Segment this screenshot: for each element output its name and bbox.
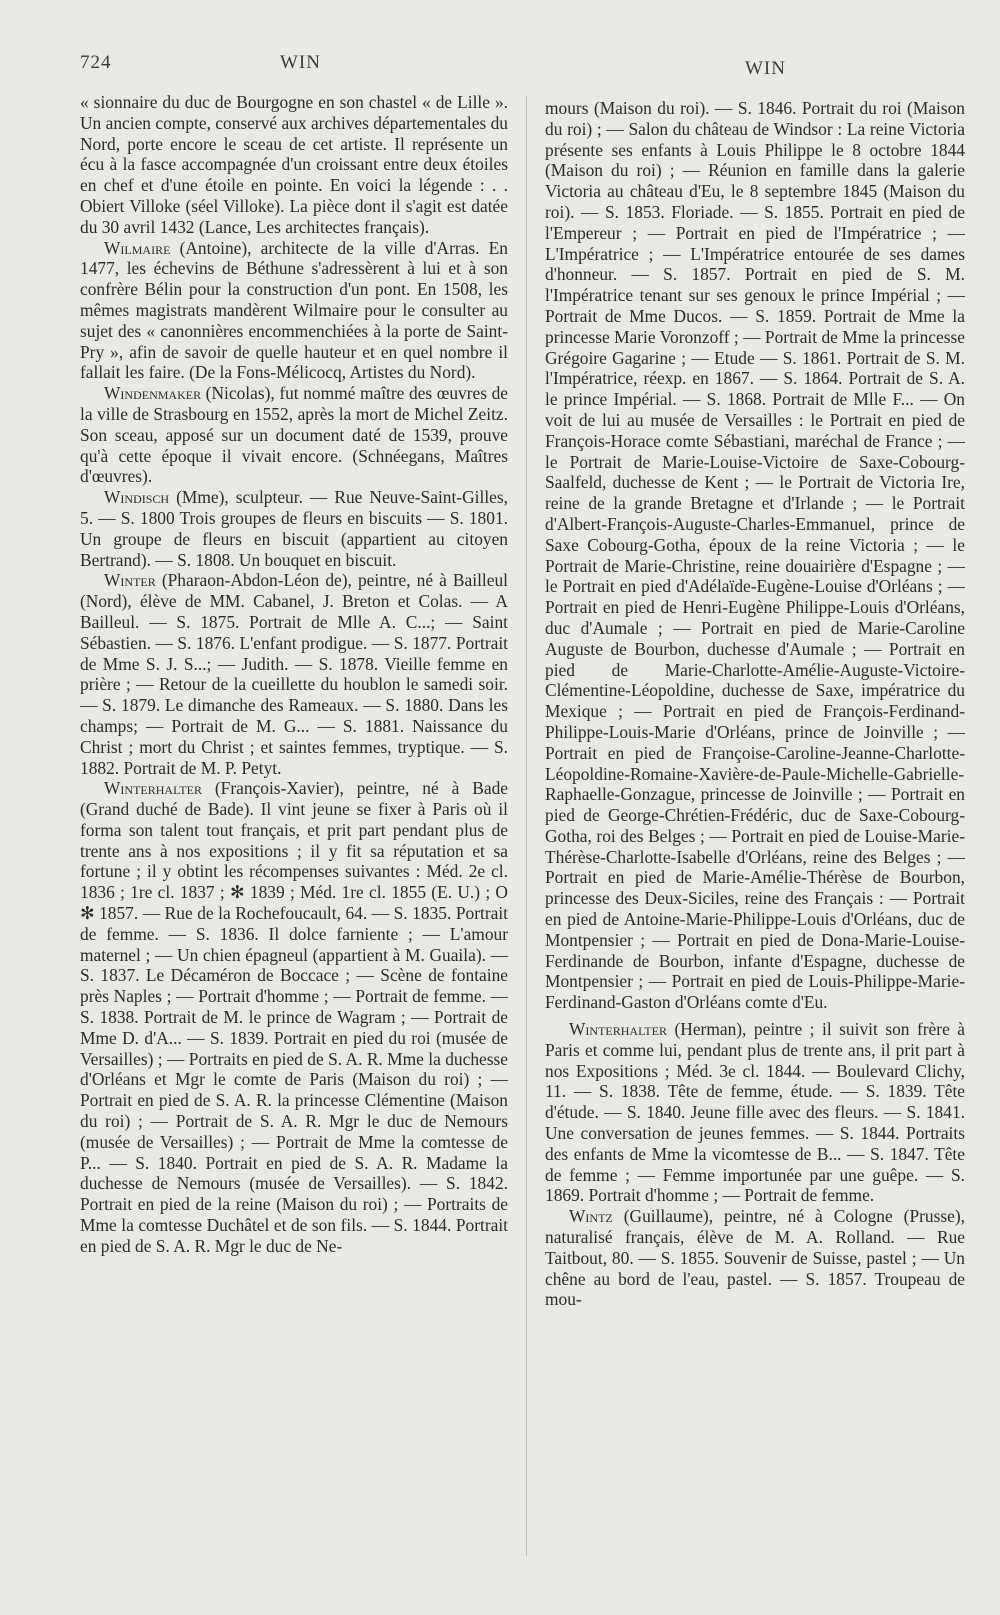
entry-paragraph: Winter (Pharaon-Abdon-Léon de), peintre, né à Bailleul (Nord), élève de MM. Cabanel, J. Breton et Colas. — A Bailleul. — S. 1875. Portrait de Mlle A. C...; — Saint Sébastien. — S. 1876. L'enfant prodigue. — S. 1877. Portrait de Mme S. J. S...; — Judith. — S. 1878. Vieille femme en prière ; — Retour de la cueillette du houblon le samedi soir. — S. 1879. Le dimanche des Rameaux. — S. 1880. Dans les champs; — Portrait de M. G... — S. 1881. Naissance du Christ ; mort du Christ ; et saintes femmes, tryptique. — S. 1882. Portrait de M. P. Petyt. (80, 570, 508, 778)
entry-name: Wintz (569, 1206, 613, 1227)
running-head-left: WIN (280, 52, 321, 73)
entry-paragraph: Wilmaire (Antoine), architecte de la ville d'Arras. En 1477, les échevins de Béthune s'adressèrent à lui et à son confrère Bélin pour la construction d'un pont. En 1508, les mêmes magistrats mandèrent Wilmaire pour le consulter au sujet des « canonnières encommenchiées à la porte de Saint-Pry », afin de savoir de quelle hauteur et en quel nombre il fallait les faire. (De la Fons-Mélicocq, Artistes du Nord). (80, 237, 508, 383)
column-divider (526, 96, 527, 1556)
entry-paragraph: Windenmaker (Nicolas), fut nommé maître des œuvres de la ville de Strasbourg en 1552, après la mort de Michel Zeitz. Son sceau, apposé sur un document daté de 1539, prouve qu'à cette époque il vivait encore. (Schnéegans, Maîtres d'œuvres). (80, 383, 508, 487)
entry-name: Windenmaker (104, 383, 202, 404)
entry-name: Wilmaire (104, 237, 171, 258)
left-column (80, 92, 508, 1592)
entry-paragraph: Windisch (Mme), sculpteur. — Rue Neuve-Saint-Gilles, 5. — S. 1800 Trois groupes de fleurs en biscuits — S. 1801. Un groupe de fleurs en biscuit (appartient au citoyen Bertrand). — S. 1808. Un bouquet en biscuit. (80, 487, 508, 570)
entry-paragraph: « sionnaire du duc de Bourgogne en son chastel « de Lille ». Un ancien compte, conservé aux archives départementales du Nord, porte encore le sceau de cet artiste. Il représente un écu à la fasce accompagnée d'un croissant entre deux étoiles en chef et d'une étoile en pointe. En voici la légende : . . Obiert Villoke (séel Villoke). La pièce dont il s'agit est datée du 30 avril 1432 (Lance, Les architectes français). (80, 92, 508, 237)
entry-name: Winterhalter (569, 1019, 667, 1040)
entry-name: Winterhalter (104, 778, 202, 799)
entry-paragraph: Winterhalter (François-Xavier), peintre, né à Bade (Grand duché de Bade). Il vint jeune se fixer à Paris où il forma son talent tout français, et prit part pendant plus de trente ans à nos expositions ; il y fit sa réputation et sa fortune ; il y obtint les récompenses suivantes : Méd. 2e cl. 1836 ; 1re cl. 1837 ; ✻ 1839 ; Méd. 1re cl. 1855 (E. U.) ; O ✻ 1857. — Rue de la Rochefoucault, 64. — S. 1835. Portrait de femme. — S. 1836. Il dolce farniente ; — L'amour maternel ; — Un chien épagneul (appartient à M. Guaila). — S. 1837. Le Décaméron de Boccace ; — Scène de fontaine près Naples ; — Portrait d'homme ; — Portrait de femme. — S. 1838. Portrait de M. le prince de Wagram ; — Portrait de Mme D. d'A... — S. 1839. Portrait en pied du roi (musée de Versailles) ; — Portraits en pied de S. A. R. Mme la duchesse d'Orléans et Mgr le comte de Paris (Maison du roi) ; — Portrait en pied de S. A. R. la princesse Clémentine (Maison du roi) ; — Portrait de S. A. R. Mgr le duc de Nemours (musée de Versailles) ; — Portrait de Mme la comtesse de P... — S. 1840. Portrait en pied de S. A. R. Madame la duchesse de Nemours (musée de Versailles). — S. 1842. Portrait en pied de la reine (Maison du roi) ; — Portraits de Mme la comtesse Duchâtel et de son fils. — S. 1844. Portrait en pied de S. A. R. Mgr le duc de Ne- (80, 778, 508, 1256)
entry-paragraph: Wintz (Guillaume), peintre, né à Cologne (Prusse), naturalisé français, élève de M. A. Rolland. — Rue Taitbout, 80. — S. 1855. Souvenir de Suisse, pastel ; — Un chêne au bord de l'eau, pastel. — S. 1857. Troupeau de mou- (545, 1206, 965, 1310)
running-head-right: WIN (745, 58, 786, 79)
right-column (545, 98, 965, 1598)
entry-paragraph: Winterhalter (Herman), peintre ; il suivit son frère à Paris et comme lui, pendant plus de trente ans, il prit part à nos Expositions ; Méd. 3e cl. 1844. — Boulevard Clichy, 11. — S. 1838. Tête de femme, étude. — S. 1839. Tête d'étude. — S. 1840. Jeune fille avec des fleurs. — S. 1841. Une conversation de jeunes femmes. — S. 1844. Portraits des enfants de Mme la vicomtesse de B... — S. 1847. Tête de femme ; — Femme importunée par une guêpe. — S. 1869. Portrait d'homme ; — Portrait de femme. (545, 1019, 965, 1206)
entry-name: Windisch (104, 487, 170, 508)
entry-name: Winter (104, 570, 156, 591)
entry-paragraph: mours (Maison du roi). — S. 1846. Portrait du roi (Maison du roi) ; — Salon du château de Windsor : La reine Victoria présente ses enfants à Louis Philippe le 8 octobre 1844 (Maison du roi) ; — Réunion en famille dans la galerie Victoria au château d'Eu, le 8 septembre 1845 (Maison du roi). — S. 1853. Floriade. — S. 1855. Portrait en pied de l'Empereur ; — Portrait en pied de l'Impératrice ; — L'Impératrice ; — L'Impératrice entourée de ses dames d'honneur. — S. 1857. Portrait en pied de S. M. l'Impératrice tenant sur ses genoux le prince Impérial ; — Portrait de Mme Ducos. — S. 1859. Portrait de Mme la princesse Marie Voronzoff ; — Portrait de Mme la princesse Grégoire Gagarine ; — Etude — S. 1861. Portrait de S. M. l'Impératrice, réexp. en 1867. — S. 1864. Portrait de S. A. le prince Impérial. — S. 1868. Portrait de Mlle F... — On voit de lui au musée de Versailles : le Portrait en pied de François-Horace comte Sébastiani, maréchal de France ; — le Portrait de Marie-Louise-Victoire de Saxe-Cobourg-Saalfeld, duchesse de Kent ; — le Portrait de Victoria Ire, reine de la grande Bretagne et d'Irlande ; — le Portrait d'Albert-François-Auguste-Charles-Emmanuel, prince de Saxe Cobourg-Gotha, époux de la reine Victoria ; — le Portrait de Marie-Christine, reine douairière d'Espagne ; — le Portrait en pied d'Adélaïde-Eugène-Louise d'Orléans ; — Portrait en pied de Henri-Eugène Philippe-Louis d'Orléans, duc d'Aumale ; — Portrait en pied de Marie-Caroline Auguste de Bourbon, duchesse d'Aumale ; — Portrait en pied de Marie-Charlotte-Amélie-Auguste-Victoire-Clémentine-Léopoldine, duchesse de Saxe, impératrice du Mexique ; — Portrait en pied de François-Ferdinand-Philippe-Louis-Marie d'Orléans, prince de Joinville ; — Portrait en pied de Françoise-Caroline-Jeanne-Charlotte-Léopoldine-Romaine-Xavière-de-Paule-Michelle-Gabrielle-Raphaelle-Gonzague, princesse de Joinville ; — Portrait en pied de George-Chrétien-Frédéric, duc de Saxe-Cobourg-Gotha, roi des Belges ; — Portrait en pied de Louise-Marie-Thérèse-Charlotte-Isabelle d'Orléans, reine des Belges ; — Portrait en pied de Marie-Amélie-Thérèse de Bourbon, princesse des Deux-Siciles, reine des Français : — Portrait en pied de Antoine-Marie-Philippe-Louis d'Orléans, duc de Montpensier ; — Portrait en pied de Dona-Marie-Louise-Ferdinande de Bourbon, infante d'Espagne, duchesse de Montpensier ; — Portrait en pied de Louis-Philippe-Marie-Ferdinand-Gaston d'Orléans comte d'Eu. (545, 98, 965, 1013)
page-number: 724 (80, 52, 112, 73)
